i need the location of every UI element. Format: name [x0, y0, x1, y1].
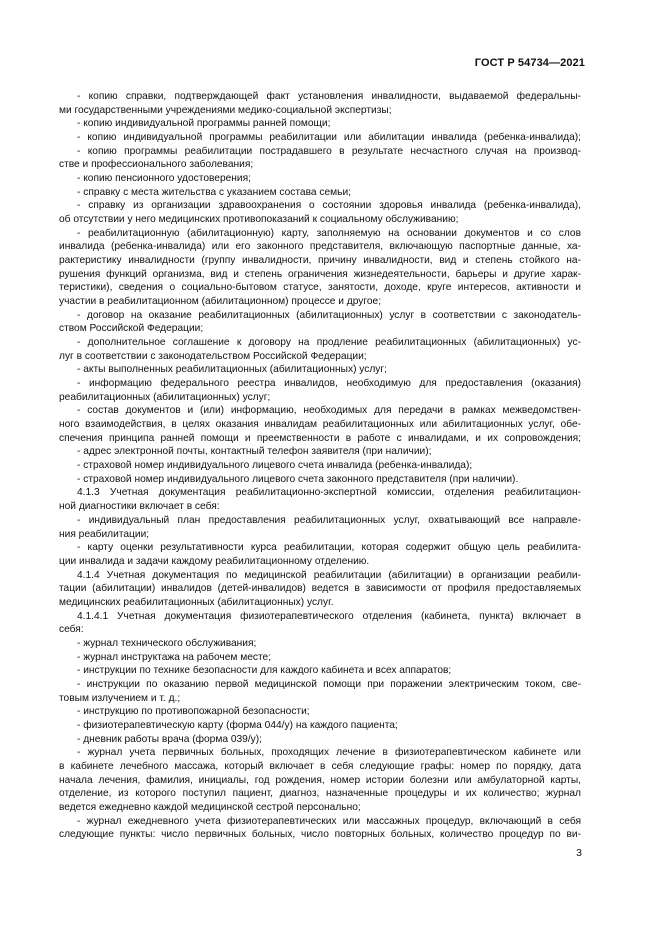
text-line: - информацию федерального реестра инвалидов, необходимую для предоставления (оказания) — [77, 378, 581, 390]
text-line: - справку из организации здравоохранения о состоянии здоровья инвалида (ребенка-инвалида), — [77, 200, 581, 212]
text-line: - инструкции по технике безопасности для каждого кабинета и всех аппаратов; — [77, 665, 452, 677]
text-line: в кабинете лечебного массажа, который включает в себя следующие графы: номер по порядку, дата — [59, 760, 581, 772]
text-line: начала лечения, фамилия, инициалы, год рождения, номер истории болезни или амбулаторной карты, — [59, 774, 581, 786]
text-line: реабилитационных (абилитационных) услуг; — [59, 391, 271, 403]
text-line: рактеристику инвалидности (группу инвалидности, причину инвалидности, вид и степень стойкого на- — [59, 255, 581, 267]
text-line: ством Российской Федерации; — [59, 323, 204, 335]
text-line: - договор на оказание реабилитационных (абилитационных) услуг в соответствии с законодатель- — [77, 309, 581, 321]
text-line: стве и профессионального заболевания; — [59, 159, 254, 171]
text-line: отделение, из которого поступил пациент, диагноз, назначенные процедуры и их количество; журнал — [59, 788, 581, 800]
text-line: - журнал инструктажа на рабочем месте; — [77, 651, 272, 663]
text-line: - копию программы реабилитации пострадавшего в результате несчастного случая на производ- — [77, 145, 581, 157]
text-line: - физиотерапевтическую карту (форма 044/у) на каждого пациента; — [77, 719, 398, 731]
text-line: ния реабилитации; — [59, 528, 150, 540]
text-line: теристики), сведения о социально-бытовом статусе, занятости, доходе, круге интересов, активности и — [59, 282, 581, 294]
text-line: рушения функций организма, вид и степень ограничения жизнедеятельности, барьеры и другие харак- — [59, 268, 581, 280]
document-body — [59, 90, 581, 842]
text-line: 4.1.4.1 Учетная документация физиотерапевтического отделения (кабинета, пункта) включает в — [77, 610, 581, 622]
text-line: - индивидуальный план предоставления реабилитационных услуг, охватывающий все направле- — [77, 514, 581, 526]
text-line: - справку с места жительства с указанием состава семьи; — [77, 186, 351, 198]
text-line: - акты выполненных реабилитационных (абилитационных) услуг; — [77, 364, 387, 376]
standard-header: ГОСТ Р 54734—2021 — [474, 57, 585, 69]
text-line: ми государственными учреждениями медико-социальной экспертизы; — [59, 104, 392, 116]
text-line: - реабилитационную (абилитационную) карту, заполняемую на основании документов и со слов — [77, 227, 581, 239]
page-number: 3 — [576, 847, 582, 859]
text-line: - карту оценки результативности курса реабилитации, которая содержит общую цель реабилита- — [77, 542, 581, 554]
text-line: - адрес электронной почты, контактный телефон заявителя (при наличии); — [77, 446, 432, 458]
text-line: ции инвалида и задачи каждому реабилитационному отделению. — [59, 555, 370, 567]
text-line: - копию индивидуальной программы реабилитации или абилитации инвалида (ребенка-инвалида); — [77, 132, 581, 144]
text-line: - журнал технического обслуживания; — [77, 637, 257, 649]
text-line: следующие пункты: число первичных больных, число повторных больных, количество процедур по ви- — [59, 829, 581, 841]
text-line: - дополнительное соглашение к договору на продление реабилитационных (абилитационных) ус- — [77, 337, 581, 349]
text-line: - журнал учета первичных больных, проходящих лечение в физиотерапевтическом кабинете или — [77, 747, 581, 759]
text-line: - страховой номер индивидуального лицевого счета инвалида (ребенка-инвалида); — [77, 460, 473, 472]
text-line: - журнал ежедневного учета физиотерапевтических или массажных процедур, включающий в себя — [77, 815, 581, 827]
text-line: луг в соответствии с законодательством Российской Федерации; — [59, 350, 367, 362]
text-line: инвалида (ребенка-инвалида) или его законного представителя, включающую паспортные данные, ха- — [59, 241, 581, 253]
text-line: об отсутствии у него медицинских противопоказаний к социальному обслуживанию; — [59, 214, 459, 226]
text-line: ведется ежедневно каждой медицинской сестрой персонально; — [59, 801, 361, 813]
text-line: медицинских реабилитационных (абилитационных) услуг. — [59, 596, 334, 608]
text-line: - страховой номер индивидуального лицевого счета законного представителя (при наличии). — [77, 473, 519, 485]
text-line: товым излучением и т. д.; — [59, 692, 181, 704]
text-line: 4.1.3 Учетная документация реабилитационно-экспертной комиссии, отделения реабилитацион- — [77, 487, 581, 499]
text-line: 4.1.4 Учетная документация по медицинской реабилитации (абилитации) в организации реабили- — [77, 569, 581, 581]
text-line: - дневник работы врача (форма 039/у); — [77, 733, 262, 745]
text-line: - инструкции по оказанию первой медицинской помощи при поражении электрическим током, све- — [77, 678, 581, 690]
text-line: - инструкцию по противопожарной безопасности; — [77, 706, 310, 718]
text-line: ной диагностики включает в себя: — [59, 501, 220, 513]
text-line: участии в реабилитационном (абилитационном) процессе и другое; — [59, 296, 382, 308]
text-line: спечения принципа ранней помощи и преемственности в работе с инвалидами, и их сопровождения; — [59, 432, 581, 444]
text-line: - копию пенсионного удостоверения; — [77, 173, 251, 185]
text-line: ного взаимодействия, в целях оказания инвалидам реабилитационных или абилитационных услуг, обе- — [59, 419, 581, 431]
text-line: - копию индивидуальной программы ранней помощи; — [77, 118, 331, 130]
text-line: себя: — [59, 624, 84, 636]
text-line: - состав документов и (или) информацию, необходимых для передачи в рамках межведомствен- — [77, 405, 581, 417]
text-line: - копию справки, подтверждающей факт установления инвалидности, выдаваемой федеральны- — [77, 91, 581, 102]
text-line: тации (абилитации) инвалидов (детей-инвалидов) ведется в зависимости от профиля предоставляемых — [59, 583, 581, 595]
